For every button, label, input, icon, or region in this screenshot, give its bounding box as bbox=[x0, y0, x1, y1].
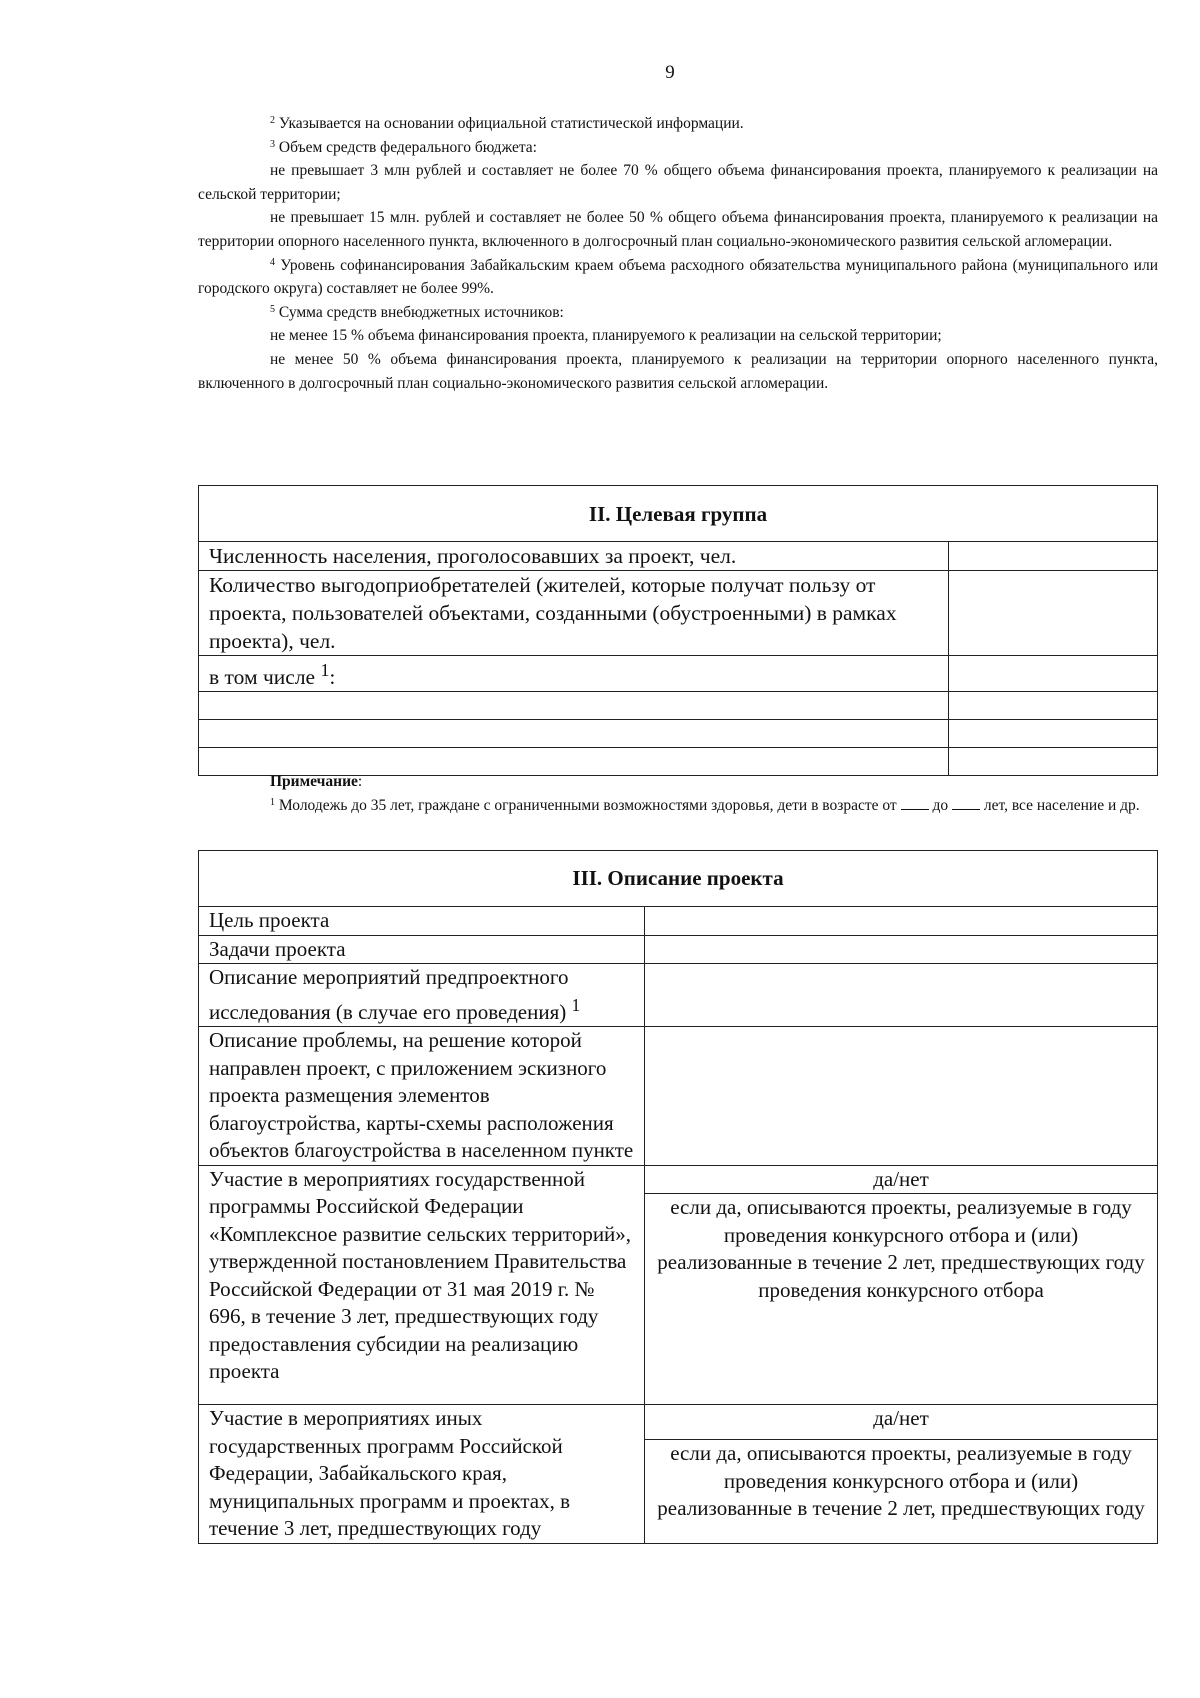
goal-value bbox=[645, 907, 1158, 936]
footnote-2 bbox=[198, 112, 1158, 136]
footnote-text: Указывается на основании официальной статистической информации. bbox=[278, 115, 744, 132]
including-label bbox=[199, 656, 949, 692]
project-description-table bbox=[198, 850, 1158, 1544]
if-yes-description: если да, описываются проекты, реализуемые в году проведения конкурсного отбора и (или) реализованные в течение 2 лет, предшествующих году проведения конкурсного отбора bbox=[645, 1194, 1158, 1405]
footnote-mark: 1 bbox=[270, 796, 275, 808]
remark-text-a: Молодежь до 35 лет, граждане с ограниченными возможностями здоровья, дети в возрасте от bbox=[278, 796, 897, 814]
remark-label bbox=[198, 770, 1158, 794]
footnote-text: Уровень софинансирования Забайкальским краем объема расходного обязательства муниципального района (муниципального или городского округа) составляет не более 99%. bbox=[198, 256, 1159, 298]
beneficiaries-count-value bbox=[949, 571, 1158, 656]
including-text: в том числе bbox=[209, 665, 316, 690]
colon: : bbox=[357, 773, 363, 790]
footnote-mark: 1 bbox=[571, 994, 581, 1015]
problem-label: Описание проблемы, на решение которой направлен проект, с приложением эскизного проекта размещения элементов благоустройства, карты-схемы расположения объектов благоустройства в населенном пункте bbox=[199, 1027, 645, 1166]
including-value bbox=[949, 656, 1158, 692]
blank-line bbox=[952, 797, 980, 810]
footnote-5-item-b: не менее 50 % объема финансирования проекта, планируемого к реализации на территории опорного населенного пункта, включенного в долгосрочный план социально-экономического развития сельской агломерации. bbox=[198, 350, 1158, 392]
footnote-5-item-a: не менее 15 % объема финансирования проекта, планируемого к реализации на сельской территории; bbox=[270, 327, 942, 345]
pre-research-text: Описание мероприятий предпроектного исследования (в случае его проведения) bbox=[209, 965, 569, 1024]
tasks-label: Задачи проекта bbox=[199, 935, 645, 964]
empty-cell bbox=[199, 692, 949, 720]
yes-no-cell: да/нет bbox=[645, 1165, 1158, 1194]
section-title: II. Целевая группа bbox=[199, 486, 1158, 542]
if-yes-description: если да, описываются проекты, реализуемые в году проведения конкурсного отбора и (или) реализованные в течение 2 лет, предшествующих году bbox=[645, 1440, 1158, 1543]
remark-text-c: лет, все население и др. bbox=[983, 796, 1140, 814]
colon: : bbox=[329, 665, 336, 690]
footnote-5 bbox=[198, 301, 1158, 325]
beneficiaries-count-label: Количество выгодоприобретателей (жителей, которые получат пользу от проекта, пользователей объектами, созданными (обустроенными) в рамках проекта), чел. bbox=[199, 571, 949, 656]
pre-research-label bbox=[199, 964, 645, 1027]
blank-line bbox=[901, 797, 929, 810]
footnote-mark: 5 bbox=[270, 303, 275, 315]
remark-label-text: Примечание bbox=[270, 773, 358, 790]
footnote-mark: 2 bbox=[270, 115, 275, 126]
footnote-text: Объем средств федерального бюджета: bbox=[278, 138, 537, 156]
footnote-3 bbox=[198, 136, 1158, 160]
problem-value bbox=[645, 1027, 1158, 1166]
footnote-3-item-b: не превышает 15 млн. рублей и составляет не более 50 % общего объема финансирования проекта, планируемого к реализации на территории опорного населенного пункта, включенного в долгосрочный план социально-экономического развития сельской агломерации. bbox=[198, 209, 1158, 250]
participation-rf-label: Участие в мероприятиях государственной программы Российской Федерации «Комплексное развитие сельских территорий», утвержденной постановлением Правительства Российской Федерации от 31 мая 2019 г. № 696, в течение 3 лет, предшествующих году предоставления субсидии на реализацию проекта bbox=[199, 1165, 645, 1405]
target-group-table bbox=[198, 485, 1158, 776]
footnote-4 bbox=[198, 254, 1158, 301]
empty-cell bbox=[949, 720, 1158, 748]
goal-label: Цель проекта bbox=[199, 907, 645, 936]
remark-text-b: до bbox=[932, 796, 949, 814]
remark-block bbox=[198, 770, 1158, 817]
footnote-3-item-a: не превышает 3 млн рублей и составляет не более 70 % общего объема финансирования проекта, планируемого к реализации на сельской территории; bbox=[198, 162, 1158, 203]
footnotes-block bbox=[198, 112, 1158, 395]
remark-text bbox=[198, 794, 1158, 818]
empty-cell bbox=[949, 692, 1158, 720]
section-title: III. Описание проекта bbox=[199, 851, 1158, 907]
empty-cell bbox=[199, 720, 949, 748]
pre-research-value bbox=[645, 964, 1158, 1027]
participation-other-label: Участие в мероприятиях иных государственных программ Российской Федерации, Забайкальского края, муниципальных программ и проектах, в течение 3 лет, предшествующих году bbox=[199, 1405, 645, 1544]
tasks-value bbox=[645, 935, 1158, 964]
page-number: 9 bbox=[665, 62, 675, 83]
voters-count-label: Численность населения, проголосовавших за проект, чел. bbox=[199, 542, 949, 571]
yes-no-cell: да/нет bbox=[645, 1405, 1158, 1440]
voters-count-value bbox=[949, 542, 1158, 571]
footnote-mark: 3 bbox=[270, 138, 275, 150]
footnote-mark: 1 bbox=[320, 660, 330, 680]
footnote-mark: 4 bbox=[270, 256, 275, 268]
footnote-text: Сумма средств внебюджетных источников: bbox=[278, 303, 564, 321]
